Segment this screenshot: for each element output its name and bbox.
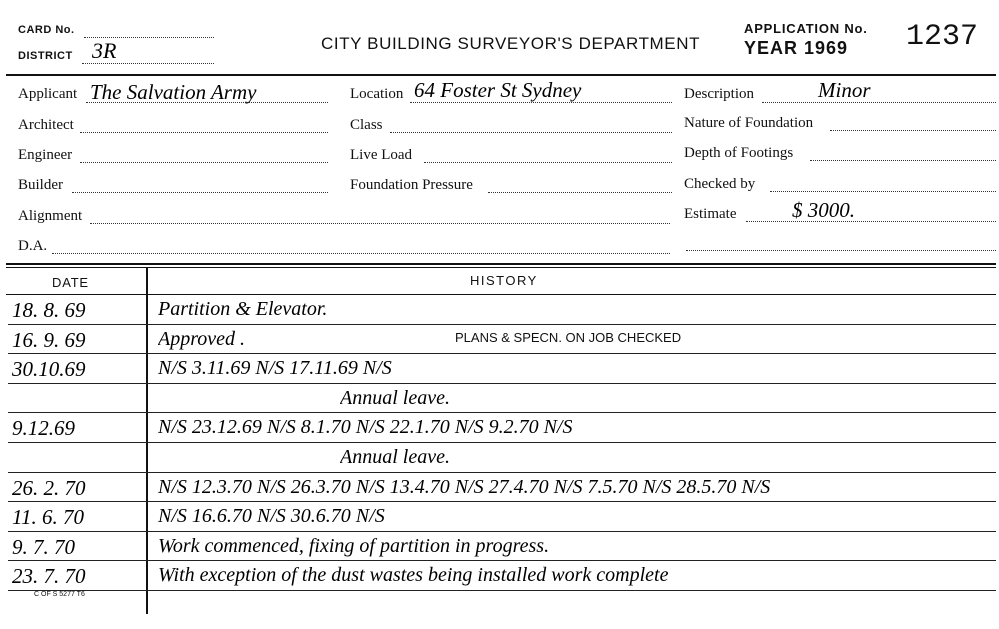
foundation-pressure-line	[488, 192, 672, 193]
history-entry: With exception of the dust wastes being installed work complete	[158, 564, 669, 587]
table-row-line	[8, 590, 996, 591]
table-row-line	[8, 531, 996, 532]
district-label: DISTRICT	[18, 50, 73, 62]
history-header: HISTORY	[470, 273, 538, 288]
builder-label: Builder	[18, 177, 63, 193]
blank-line	[686, 250, 996, 251]
table-row-line	[8, 442, 996, 443]
date-header: DATE	[52, 275, 89, 290]
table-row-line	[8, 412, 996, 413]
table-header-rule	[6, 294, 996, 295]
history-date: 9. 7. 70	[12, 534, 75, 559]
district-value: 3R	[92, 38, 117, 63]
history-entry: Annual leave.	[340, 386, 450, 409]
depth-of-footings-label: Depth of Footings	[684, 145, 794, 161]
depth-of-footings-line	[810, 160, 996, 161]
table-top-rule-2	[6, 267, 996, 268]
live-load-label: Live Load	[350, 147, 413, 163]
da-label: D.A.	[18, 238, 48, 254]
table-row-line	[8, 501, 996, 502]
application-label: APPLICATION No.	[744, 21, 868, 36]
foundation-pressure-label: Foundation Pressure	[350, 177, 473, 193]
history-entry: Partition & Elevator.	[158, 298, 328, 320]
history-entry: N/S 16.6.70 N/S 30.6.70 N/S	[158, 505, 385, 528]
applicant-label: Applicant	[18, 86, 78, 102]
location-label: Location	[350, 86, 404, 102]
architect-label: Architect	[18, 117, 74, 133]
history-entry: N/S 3.11.69 N/S 17.11.69 N/S	[158, 357, 392, 380]
history-date: 9.12.69	[12, 416, 75, 441]
estimate-line	[746, 221, 996, 222]
class-label: Class	[350, 117, 383, 133]
history-date: 11. 6. 70	[12, 505, 84, 530]
description-value: Minor	[818, 78, 871, 102]
checked-by-label: Checked by	[684, 176, 756, 192]
alignment-line	[90, 223, 670, 224]
application-number: 1237	[906, 20, 979, 54]
history-entry: Approved .	[158, 327, 246, 350]
estimate-label: Estimate	[684, 206, 737, 222]
da-line	[52, 253, 670, 254]
alignment-label: Alignment	[18, 208, 83, 224]
engineer-line	[80, 162, 328, 163]
builder-line	[72, 192, 328, 193]
history-entry: Annual leave.	[340, 446, 450, 468]
applicant-value: The Salvation Army	[90, 80, 257, 104]
history-entry: N/S 23.12.69 N/S 8.1.70 N/S 22.1.70 N/S 9.2.70 N/S	[158, 416, 573, 439]
engineer-label: Engineer	[18, 147, 73, 163]
estimate-value: $ 3000.	[792, 198, 855, 222]
description-line	[762, 102, 996, 103]
history-entry: Work commenced, fixing of partition in progress.	[158, 534, 550, 557]
live-load-line	[424, 162, 672, 163]
history-date: 16. 9. 69	[12, 327, 86, 352]
nature-of-foundation-label: Nature of Foundation	[684, 115, 814, 131]
history-date: 23. 7. 70	[12, 564, 86, 589]
location-value: 64 Foster St Sydney	[414, 78, 582, 102]
description-label: Description	[684, 86, 754, 102]
table-row-line	[8, 353, 996, 354]
architect-line	[80, 132, 328, 133]
table-row-line	[8, 324, 996, 325]
form-code: C OF S 5277 T6	[34, 591, 85, 598]
table-row-line	[8, 472, 996, 473]
table-top-rule	[6, 263, 996, 265]
history-date: 18. 8. 69	[12, 298, 86, 322]
year-label: YEAR 1969	[744, 38, 849, 58]
nature-of-foundation-line	[830, 130, 996, 131]
department-title: CITY BUILDING SURVEYOR'S DEPARTMENT	[321, 34, 701, 53]
history-entry: N/S 12.3.70 N/S 26.3.70 N/S 13.4.70 N/S 27.4.70 N/S 7.5.70 N/S 28.5.70 N/S	[158, 475, 771, 498]
history-date: 26. 2. 70	[12, 475, 86, 500]
card-no-label: CARD No.	[18, 24, 75, 36]
table-row-line	[8, 383, 996, 384]
history-date: 30.10.69	[12, 357, 86, 382]
checked-stamp: PLANS & SPECN. ON JOB CHECKED	[455, 329, 682, 345]
class-line	[390, 132, 672, 133]
header-rule	[6, 74, 996, 76]
table-row-line	[8, 560, 996, 561]
checked-by-line	[770, 191, 996, 192]
date-column-divider	[146, 268, 148, 614]
